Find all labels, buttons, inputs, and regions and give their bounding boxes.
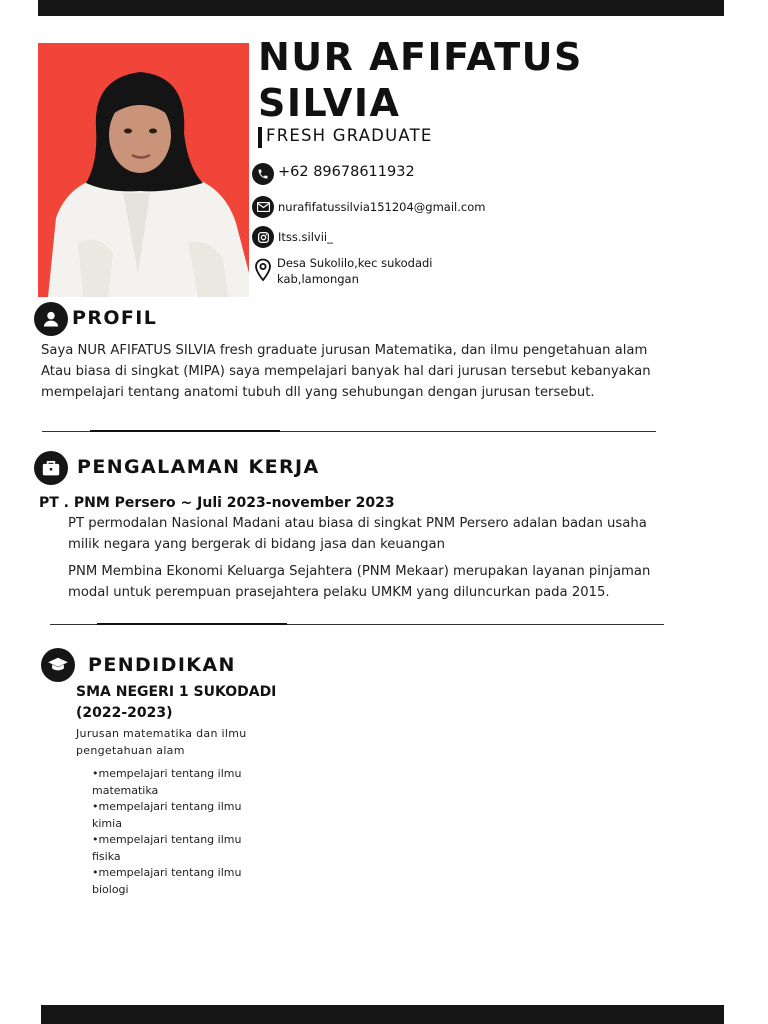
divider-accent: [90, 430, 280, 432]
bottom-bar: [41, 1005, 724, 1024]
section-title-profil: PROFIL: [72, 307, 158, 329]
job-role: FRESH GRADUATE: [266, 126, 433, 145]
job-line: PT permodalan Nasional Madani atau biasa di singkat PNM Persero adalan badan usaha: [68, 516, 647, 531]
major-line-2: pengetahuan alam: [76, 744, 185, 757]
phone-icon: [252, 163, 274, 185]
email-address: nurafifatussilvia151204@gmail.com: [278, 200, 486, 214]
instagram-icon: [252, 226, 274, 248]
study-topics-list: [92, 766, 241, 898]
school-name: SMA NEGERI 1 SUKODADI: [76, 684, 277, 700]
profil-text: [41, 340, 681, 403]
job-line: modal untuk perempuan prasejahtera pelaku UMKM yang diluncurkan pada 2015.: [68, 585, 610, 600]
graduation-cap-icon: [41, 648, 75, 682]
list-item: •mempelajari tentang ilmu: [92, 800, 242, 813]
name-line-1: NUR AFIFATUS: [258, 35, 583, 79]
top-bar: [38, 0, 724, 16]
list-item: •mempelajari tentang ilmu: [92, 767, 242, 780]
list-item: kimia: [92, 816, 122, 830]
job-description-2: [68, 561, 708, 603]
user-icon: [34, 302, 68, 336]
person-photo-illustration: [38, 43, 249, 297]
profile-photo: [38, 43, 249, 297]
school-major: [76, 725, 247, 759]
list-item: •mempelajari tentang ilmu: [92, 833, 242, 846]
school-info: [76, 682, 276, 724]
list-item: matematika: [92, 783, 159, 797]
email-icon: [252, 196, 274, 218]
list-item: •mempelajari tentang ilmu: [92, 866, 242, 879]
address: [277, 255, 433, 287]
location-pin-icon: [254, 258, 272, 286]
job-line: PNM Membina Ekonomi Keluarga Sejahtera (PNM Mekaar) merupakan layanan pinjaman: [68, 564, 651, 579]
job-line: milik negara yang bergerak di bidang jasa dan keuangan: [68, 537, 445, 552]
major-line-1: Jurusan matematika dan ilmu: [76, 727, 247, 740]
full-name: [258, 34, 698, 126]
section-title-pengalaman: PENGALAMAN KERJA: [77, 456, 320, 478]
name-line-2: SILVIA: [258, 81, 401, 125]
list-item: biologi: [92, 882, 129, 896]
section-title-pendidikan: PENDIDIKAN: [88, 654, 236, 676]
instagram-handle: Itss.silvii_: [278, 230, 333, 244]
briefcase-icon: [34, 451, 68, 485]
job-description-1: [68, 513, 708, 555]
address-line-2: kab,lamongan: [277, 272, 359, 286]
school-years: (2022-2023): [76, 705, 173, 721]
profil-line: Saya NUR AFIFATUS SILVIA fresh graduate jurusan Matematika, dan ilmu pengetahuan alam: [41, 343, 648, 358]
divider-accent: [97, 623, 287, 625]
list-item: fisika: [92, 849, 121, 863]
role-accent-bar: [258, 127, 262, 148]
profil-line: mempelajari tentang anatomi tubuh dll yang sehubungan dengan jurusan tersebut.: [41, 385, 595, 400]
profil-line: Atau biasa di singkat (MIPA) saya mempelajari banyak hal dari jurusan tersebut kebanyakan: [41, 364, 651, 379]
job-heading: PT . PNM Persero ~ Juli 2023-november 2023: [39, 495, 395, 511]
phone-number: +62 89678611932: [278, 164, 415, 180]
address-line-1: Desa Sukolilo,kec sukodadi: [277, 256, 433, 270]
